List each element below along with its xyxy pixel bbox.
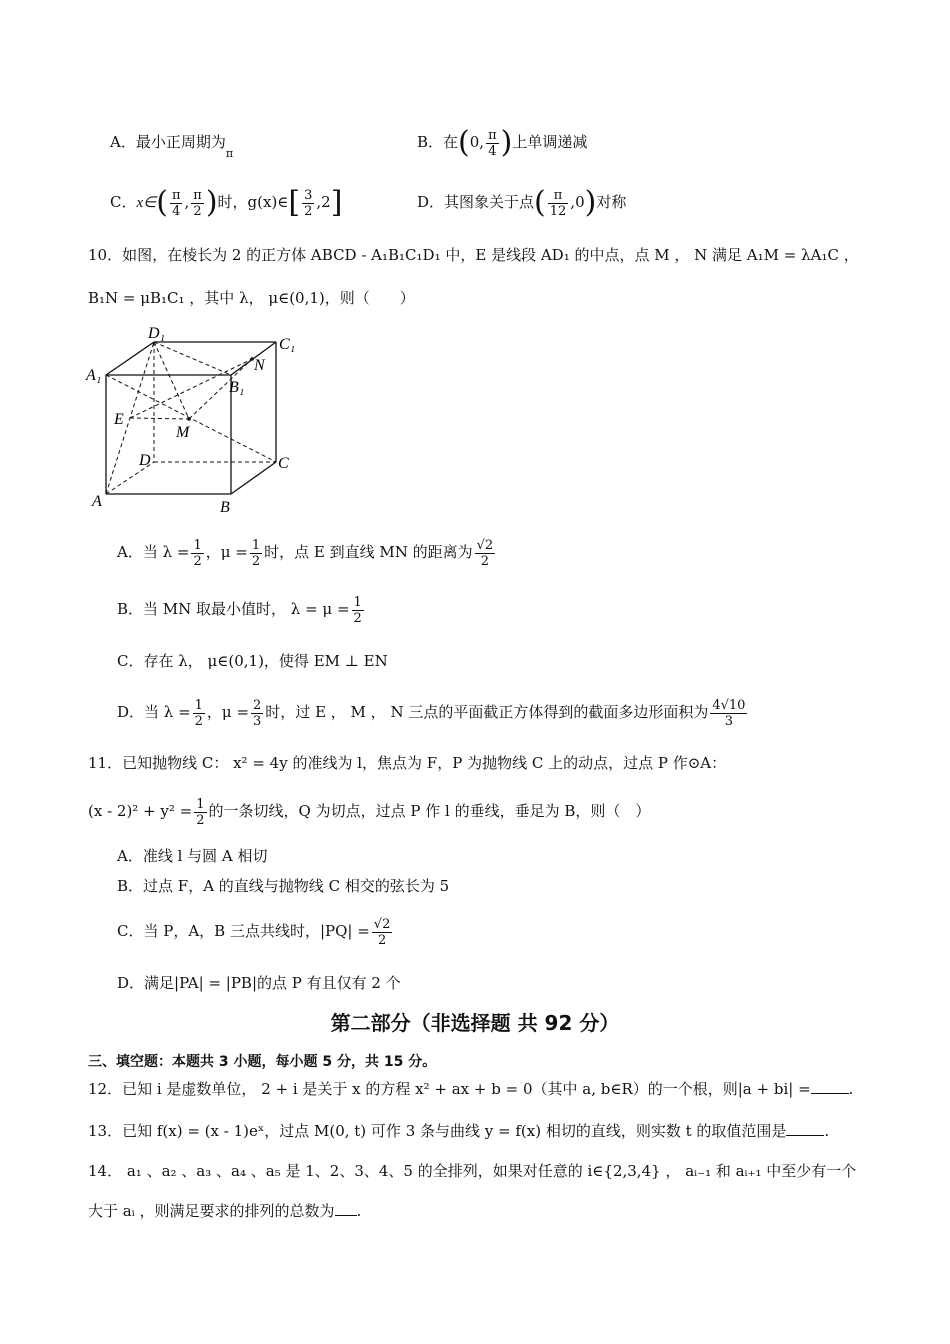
frac-den: 3 bbox=[724, 713, 734, 729]
label-d1: D₁ bbox=[148, 325, 166, 342]
q10-option-d-pre: D．当 λ = bbox=[117, 703, 191, 721]
q11-option-d: D．满足|PA| = |PB|的点 P 有且仅有 2 个 bbox=[117, 974, 401, 992]
q14-line2-text: 大于 aᵢ ，则满足要求的排列的总数为 bbox=[88, 1202, 335, 1220]
frac-den: 2 bbox=[480, 553, 490, 569]
frac-num: 1 bbox=[196, 796, 205, 812]
part2-title: 第二部分（非选择题 共 92 分） bbox=[330, 1011, 620, 1035]
frac-half bbox=[191, 538, 203, 569]
frac-den: 2 bbox=[304, 203, 313, 219]
q11-option-b: B．过点 F，A 的直线与抛物线 C 相交的弦长为 5 bbox=[117, 877, 450, 895]
frac-num: 1 bbox=[353, 594, 362, 610]
q14-line2 bbox=[88, 1200, 361, 1222]
q9-option-b-frac bbox=[486, 128, 499, 159]
frac-num: π bbox=[171, 187, 181, 203]
q9-option-c-frac3 bbox=[302, 188, 314, 219]
q9-option-a-text: A．最小正周期为 bbox=[110, 133, 226, 151]
q10-option-a-post: 时，点 E 到直线 MN 的距离为 bbox=[264, 543, 473, 561]
frac-half bbox=[250, 538, 262, 569]
frac-num: √2 bbox=[373, 916, 391, 932]
q10-option-a-pre: A．当 λ = bbox=[117, 543, 190, 561]
frac-den: 12 bbox=[549, 203, 567, 219]
section3-header: 三、填空题：本题共 3 小题，每小题 5 分，共 15 分。 bbox=[88, 1054, 437, 1070]
frac-den: 2 bbox=[194, 713, 203, 729]
q13 bbox=[88, 1120, 829, 1142]
frac-num: 1 bbox=[193, 537, 202, 553]
frac-num: √2 bbox=[476, 537, 494, 553]
q9-option-c-mid: 时，g(x)∈ bbox=[217, 193, 289, 211]
q9-option-c-end: ,2 bbox=[316, 193, 331, 211]
q11-line2-post: 的一条切线，Q 为切点，过点 P 作 l 的垂线，垂足为 B，则（ ） bbox=[208, 802, 651, 820]
q13-answer-blank[interactable] bbox=[786, 1121, 824, 1136]
q9-option-b: B．在(0, $\frac{\pi}{4}$ )上单调递减 bbox=[417, 125, 588, 160]
frac-den: 3 bbox=[253, 713, 262, 729]
frac-num: 1 bbox=[251, 537, 261, 553]
label-d: D bbox=[139, 452, 151, 469]
frac-root2-over-2 bbox=[475, 538, 496, 569]
frac-area bbox=[710, 698, 747, 729]
frac-half bbox=[352, 595, 364, 626]
q9-option-d-zero: ,0 bbox=[570, 193, 585, 211]
frac-den: 4 bbox=[488, 143, 497, 159]
frac-two-thirds bbox=[251, 698, 263, 729]
frac-num: 1 bbox=[194, 697, 203, 713]
frac-root2-over-2 bbox=[372, 917, 393, 948]
q11-option-c bbox=[117, 909, 394, 953]
q14-answer-blank[interactable] bbox=[335, 1201, 357, 1216]
q9-option-b-zero: 0, bbox=[469, 133, 485, 151]
q9-option-c-x: x∈ bbox=[136, 195, 157, 211]
q9-option-c-frac1 bbox=[170, 188, 183, 219]
frac-num: 3 bbox=[304, 187, 313, 203]
q9-option-c-prefix: C． bbox=[110, 193, 137, 211]
q10-stem-line2: B₁N = μB₁C₁ ，其中 λ， μ∈(0,1)，则（ ） bbox=[88, 289, 415, 307]
q11-stem-line2 bbox=[88, 789, 650, 833]
q11-option-c-pre: C．当 P，A，B 三点共线时，|PQ| = bbox=[117, 922, 370, 940]
edge-bc bbox=[231, 462, 276, 494]
q12 bbox=[88, 1078, 853, 1100]
q10-stem-line1: 10．如图，在棱长为 2 的正方体 ABCD - A₁B₁C₁D₁ 中，E 是线段 AD₁ 的中点，点 M ， N 满足 A₁M = λA₁C ， bbox=[88, 246, 859, 264]
segment-d1m bbox=[154, 342, 189, 419]
frac-den: 2 bbox=[377, 932, 387, 948]
label-e: E bbox=[114, 411, 124, 428]
frac-half bbox=[193, 698, 205, 729]
label-b1: B₁ bbox=[229, 379, 245, 396]
cube-figure bbox=[84, 322, 314, 517]
frac-den: 2 bbox=[193, 553, 202, 569]
q10-option-d-mu: ，μ = bbox=[206, 703, 250, 721]
label-a: A bbox=[92, 493, 102, 510]
label-c1: C₁ bbox=[279, 336, 296, 353]
q9-option-d-suffix: 对称 bbox=[596, 193, 627, 211]
q11-option-a: A．准线 l 与圆 A 相切 bbox=[117, 847, 268, 865]
q11-circle-eq: (x - 2)² + y² = bbox=[88, 802, 193, 820]
q9-option-d: D．其图象关于点( $\frac{\pi}{12}$ ,0)对称 bbox=[417, 185, 627, 220]
q9-option-a-value: π bbox=[225, 147, 234, 160]
frac-num: π bbox=[193, 187, 202, 203]
q12-text: 12．已知 i 是虚数单位， 2 + i 是关于 x 的方程 x² + ax + b = 0（其中 a, b∈R）的一个根，则|a + bi| = bbox=[88, 1080, 811, 1098]
q9-option-d-frac bbox=[548, 188, 569, 219]
q13-end: . bbox=[824, 1122, 830, 1140]
q13-text: 13．已知 f(x) = (x - 1)eˣ，过点 M(0, t) 可作 3 条与曲线 y = f(x) 相切的直线，则实数 t 的取值范围是 bbox=[88, 1122, 787, 1140]
q14-end: . bbox=[356, 1202, 362, 1220]
label-a1: A₁ bbox=[86, 367, 102, 384]
frac-den: 2 bbox=[193, 203, 202, 219]
frac-den: 2 bbox=[251, 553, 261, 569]
frac-num: 4√10 bbox=[712, 697, 746, 713]
segment-em bbox=[130, 418, 189, 419]
q10-option-b-text: B．当 MN 取最小值时， λ = μ = bbox=[117, 600, 350, 618]
q9-option-c-frac2 bbox=[191, 188, 204, 219]
segment-d1b1 bbox=[154, 342, 231, 375]
q12-end: . bbox=[848, 1080, 854, 1098]
q10-option-a-mu: ，μ = bbox=[205, 543, 248, 561]
frac-den: 2 bbox=[353, 610, 362, 626]
frac-num: π bbox=[488, 127, 497, 143]
q10-option-b bbox=[117, 587, 366, 631]
frac-half bbox=[194, 797, 206, 828]
q14-line1: 14． a₁ 、a₂ 、a₃ 、a₄ 、a₅ 是 1、2、3、4、5 的全排列，如果对任意的 i∈{2,3,4} ， aᵢ₋₁ 和 aᵢ₊₁ 中至少有一个 bbox=[88, 1162, 857, 1180]
frac-den: 2 bbox=[196, 812, 205, 828]
q10-option-d-post: 时，过 E ， M ， N 三点的平面截正方体得到的截面多边形面积为 bbox=[265, 703, 709, 721]
edge-a1d1 bbox=[106, 342, 154, 375]
label-c: C bbox=[278, 455, 289, 472]
label-n: N bbox=[254, 357, 265, 374]
q10-option-a bbox=[117, 530, 497, 574]
q9-option-a bbox=[110, 131, 234, 160]
q10-option-d bbox=[117, 690, 749, 734]
label-b: B bbox=[220, 499, 230, 516]
q9-option-b-prefix: B．在 bbox=[417, 133, 459, 151]
frac-den: 4 bbox=[172, 203, 181, 219]
q9-option-d-prefix: D．其图象关于点 bbox=[417, 193, 535, 211]
frac-num: 2 bbox=[253, 697, 262, 713]
label-m: M bbox=[176, 424, 190, 441]
q9-option-c: C．x∈( $\frac{\pi}{4}$ , $\frac{\pi}{2}$ )时，g(x)∈[ $\frac{3}{2}$ ,2] bbox=[110, 185, 343, 220]
frac-num: π bbox=[548, 188, 569, 204]
q10-option-c: C．存在 λ， μ∈(0,1)，使得 EM ⊥ EN bbox=[117, 652, 388, 670]
point-m bbox=[187, 417, 191, 421]
q11-stem-line1: 11．已知抛物线 C： x² = 4y 的准线为 l，焦点为 F，P 为抛物线 C 上的动点，过点 P 作⊙A： bbox=[88, 754, 727, 772]
q12-answer-blank[interactable] bbox=[811, 1079, 849, 1094]
q9-option-b-suffix: 上单调递减 bbox=[512, 133, 588, 151]
